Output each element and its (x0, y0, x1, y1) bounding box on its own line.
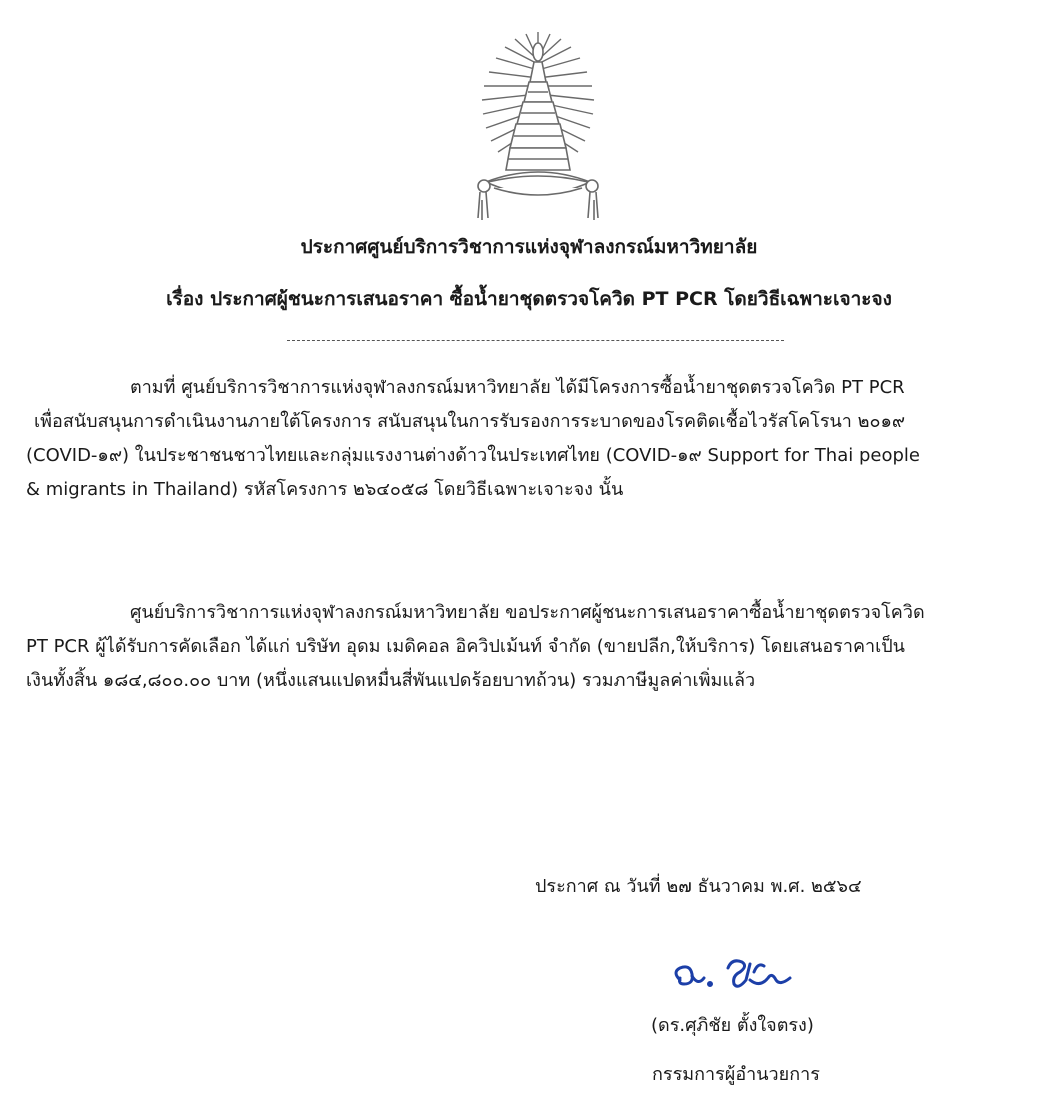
announcement-subject: เรื่อง ประกาศผู้ชนะการเสนอราคา ซื้อน้ำยาชุดตรวจโควิด PT PCR โดยวิธีเฉพาะเจาะจง (166, 288, 892, 310)
signer-name: (ดร.ศุภิชัย ตั้งใจตรง) (651, 1015, 814, 1036)
paragraph-line: ศูนย์บริการวิชาการแห่งจุฬาลงกรณ์มหาวิทยาลัย ขอประกาศผู้ชนะการเสนอราคาซื้อน้ำยาชุดตรวจโควิด (130, 602, 925, 623)
university-emblem (474, 30, 602, 226)
handwritten-signature (668, 950, 818, 1000)
paragraph-line: & migrants in Thailand) รหัสโครงการ ๒๖๔๐๕๘ โดยวิธีเฉพาะเจาะจง นั้น (26, 479, 624, 500)
paragraph-line: (COVID-๑๙) ในประชาชนชาวไทยและกลุ่มแรงงานต่างด้าวในประเทศไทย (COVID-๑๙ Support for Thai people (26, 445, 920, 466)
signer-position: กรรมการผู้อำนวยการ (652, 1064, 820, 1085)
body-paragraph-1 (26, 371, 1034, 507)
paragraph-line: ตามที่ ศูนย์บริการวิชาการแห่งจุฬาลงกรณ์มหาวิทยาลัย ได้มีโครงการซื้อน้ำยาชุดตรวจโควิด PT PCR (130, 377, 905, 398)
paragraph-line: เงินทั้งสิ้น ๑๘๔,๘๐๐.๐๐ บาท (หนึ่งแสนแปดหมื่นสี่พันแปดร้อยบาทถ้วน) รวมภาษีมูลค่าเพิ่มแล้ว (26, 670, 756, 691)
body-paragraph-2 (26, 596, 1034, 698)
announcement-date: ประกาศ ณ วันที่ ๒๗ ธันวาคม พ.ศ. ๒๕๖๔ (535, 876, 862, 897)
paragraph-line: PT PCR ผู้ได้รับการคัดเลือก ได้แก่ บริษัท อุดม เมดิคอล อิควิปเม้นท์ จำกัด (ขายปลีก,ให้บริการ) โดยเสนอราคาเป็น (26, 636, 905, 657)
divider-line (287, 340, 784, 341)
paragraph-line: เพื่อสนับสนุนการดำเนินงานภายใต้โครงการ สนับสนุนในการรับรองการระบาดของโรคติดเชื้อไวรัสโคโรนา ๒๐๑๙ (34, 411, 906, 432)
announcement-title: ประกาศศูนย์บริการวิชาการแห่งจุฬาลงกรณ์มหาวิทยาลัย (300, 236, 758, 258)
